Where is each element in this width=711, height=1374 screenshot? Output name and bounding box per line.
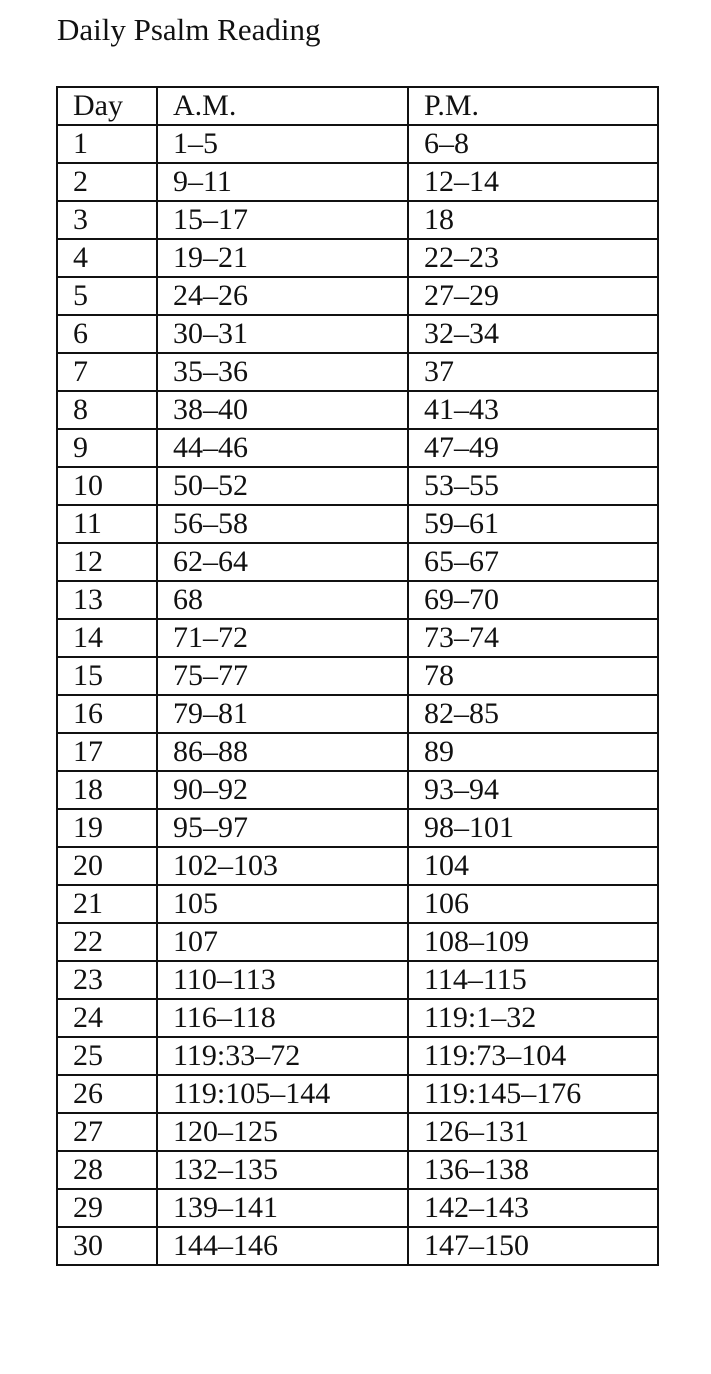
- table-row: [57, 733, 658, 771]
- pm-reading-cell: 53–55: [408, 467, 658, 505]
- day-cell: 20: [57, 847, 157, 885]
- am-reading-cell: 44–46: [157, 429, 408, 467]
- am-reading-cell: 71–72: [157, 619, 408, 657]
- table-row: [57, 961, 658, 999]
- pm-reading-cell: 119:1–32: [408, 999, 658, 1037]
- table-row: [57, 315, 658, 353]
- am-reading-cell: 62–64: [157, 543, 408, 581]
- column-header-day: Day: [57, 87, 157, 125]
- pm-reading-cell: 126–131: [408, 1113, 658, 1151]
- table-row: [57, 809, 658, 847]
- day-cell: 22: [57, 923, 157, 961]
- table-body: [57, 125, 658, 1265]
- am-reading-cell: 1–5: [157, 125, 408, 163]
- am-reading-cell: 50–52: [157, 467, 408, 505]
- table-row: [57, 771, 658, 809]
- day-cell: 13: [57, 581, 157, 619]
- am-reading-cell: 144–146: [157, 1227, 408, 1265]
- am-reading-cell: 38–40: [157, 391, 408, 429]
- day-cell: 3: [57, 201, 157, 239]
- pm-reading-cell: 82–85: [408, 695, 658, 733]
- am-reading-cell: 102–103: [157, 847, 408, 885]
- am-reading-cell: 68: [157, 581, 408, 619]
- day-cell: 7: [57, 353, 157, 391]
- day-cell: 26: [57, 1075, 157, 1113]
- am-reading-cell: 24–26: [157, 277, 408, 315]
- table-row: [57, 923, 658, 961]
- table-row: [57, 125, 658, 163]
- table-row: [57, 999, 658, 1037]
- am-reading-cell: 86–88: [157, 733, 408, 771]
- table-row: [57, 885, 658, 923]
- pm-reading-cell: 136–138: [408, 1151, 658, 1189]
- day-cell: 24: [57, 999, 157, 1037]
- am-reading-cell: 15–17: [157, 201, 408, 239]
- table-row: [57, 581, 658, 619]
- pm-reading-cell: 119:73–104: [408, 1037, 658, 1075]
- day-cell: 28: [57, 1151, 157, 1189]
- am-reading-cell: 105: [157, 885, 408, 923]
- am-reading-cell: 79–81: [157, 695, 408, 733]
- column-header-am: A.M.: [157, 87, 408, 125]
- table-row: [57, 1227, 658, 1265]
- pm-reading-cell: 59–61: [408, 505, 658, 543]
- table-row: [57, 695, 658, 733]
- am-reading-cell: 30–31: [157, 315, 408, 353]
- pm-reading-cell: 12–14: [408, 163, 658, 201]
- day-cell: 16: [57, 695, 157, 733]
- am-reading-cell: 132–135: [157, 1151, 408, 1189]
- am-reading-cell: 119:105–144: [157, 1075, 408, 1113]
- day-cell: 10: [57, 467, 157, 505]
- am-reading-cell: 107: [157, 923, 408, 961]
- am-reading-cell: 139–141: [157, 1189, 408, 1227]
- page-title: Daily Psalm Reading: [57, 12, 321, 47]
- table-row: [57, 619, 658, 657]
- pm-reading-cell: 104: [408, 847, 658, 885]
- table-row: [57, 163, 658, 201]
- table-row: [57, 391, 658, 429]
- day-cell: 27: [57, 1113, 157, 1151]
- day-cell: 12: [57, 543, 157, 581]
- am-reading-cell: 19–21: [157, 239, 408, 277]
- pm-reading-cell: 69–70: [408, 581, 658, 619]
- day-cell: 11: [57, 505, 157, 543]
- day-cell: 14: [57, 619, 157, 657]
- day-cell: 5: [57, 277, 157, 315]
- pm-reading-cell: 98–101: [408, 809, 658, 847]
- day-cell: 15: [57, 657, 157, 695]
- table-row: [57, 201, 658, 239]
- pm-reading-cell: 6–8: [408, 125, 658, 163]
- pm-reading-cell: 108–109: [408, 923, 658, 961]
- day-cell: 8: [57, 391, 157, 429]
- table-row: [57, 467, 658, 505]
- day-cell: 21: [57, 885, 157, 923]
- table-row: [57, 353, 658, 391]
- day-cell: 30: [57, 1227, 157, 1265]
- table-row: [57, 1075, 658, 1113]
- am-reading-cell: 9–11: [157, 163, 408, 201]
- table-row: [57, 277, 658, 315]
- pm-reading-cell: 119:145–176: [408, 1075, 658, 1113]
- table-row: [57, 1113, 658, 1151]
- table-row: [57, 505, 658, 543]
- day-cell: 4: [57, 239, 157, 277]
- am-reading-cell: 110–113: [157, 961, 408, 999]
- am-reading-cell: 90–92: [157, 771, 408, 809]
- table-row: [57, 1151, 658, 1189]
- pm-reading-cell: 37: [408, 353, 658, 391]
- pm-reading-cell: 22–23: [408, 239, 658, 277]
- am-reading-cell: 95–97: [157, 809, 408, 847]
- pm-reading-cell: 32–34: [408, 315, 658, 353]
- pm-reading-cell: 142–143: [408, 1189, 658, 1227]
- table-row: [57, 847, 658, 885]
- pm-reading-cell: 65–67: [408, 543, 658, 581]
- psalm-reading-table: [56, 86, 659, 1266]
- pm-reading-cell: 18: [408, 201, 658, 239]
- am-reading-cell: 116–118: [157, 999, 408, 1037]
- am-reading-cell: 75–77: [157, 657, 408, 695]
- table-row: [57, 239, 658, 277]
- table-header-row: [57, 87, 658, 125]
- table-row: [57, 1189, 658, 1227]
- column-header-pm: P.M.: [408, 87, 658, 125]
- am-reading-cell: 56–58: [157, 505, 408, 543]
- day-cell: 2: [57, 163, 157, 201]
- day-cell: 25: [57, 1037, 157, 1075]
- am-reading-cell: 35–36: [157, 353, 408, 391]
- table-row: [57, 543, 658, 581]
- day-cell: 29: [57, 1189, 157, 1227]
- am-reading-cell: 120–125: [157, 1113, 408, 1151]
- pm-reading-cell: 78: [408, 657, 658, 695]
- table-row: [57, 1037, 658, 1075]
- day-cell: 23: [57, 961, 157, 999]
- pm-reading-cell: 89: [408, 733, 658, 771]
- day-cell: 17: [57, 733, 157, 771]
- pm-reading-cell: 27–29: [408, 277, 658, 315]
- table-row: [57, 429, 658, 467]
- pm-reading-cell: 41–43: [408, 391, 658, 429]
- table-row: [57, 657, 658, 695]
- pm-reading-cell: 47–49: [408, 429, 658, 467]
- day-cell: 19: [57, 809, 157, 847]
- pm-reading-cell: 114–115: [408, 961, 658, 999]
- am-reading-cell: 119:33–72: [157, 1037, 408, 1075]
- pm-reading-cell: 93–94: [408, 771, 658, 809]
- day-cell: 1: [57, 125, 157, 163]
- pm-reading-cell: 73–74: [408, 619, 658, 657]
- day-cell: 9: [57, 429, 157, 467]
- day-cell: 18: [57, 771, 157, 809]
- pm-reading-cell: 106: [408, 885, 658, 923]
- day-cell: 6: [57, 315, 157, 353]
- pm-reading-cell: 147–150: [408, 1227, 658, 1265]
